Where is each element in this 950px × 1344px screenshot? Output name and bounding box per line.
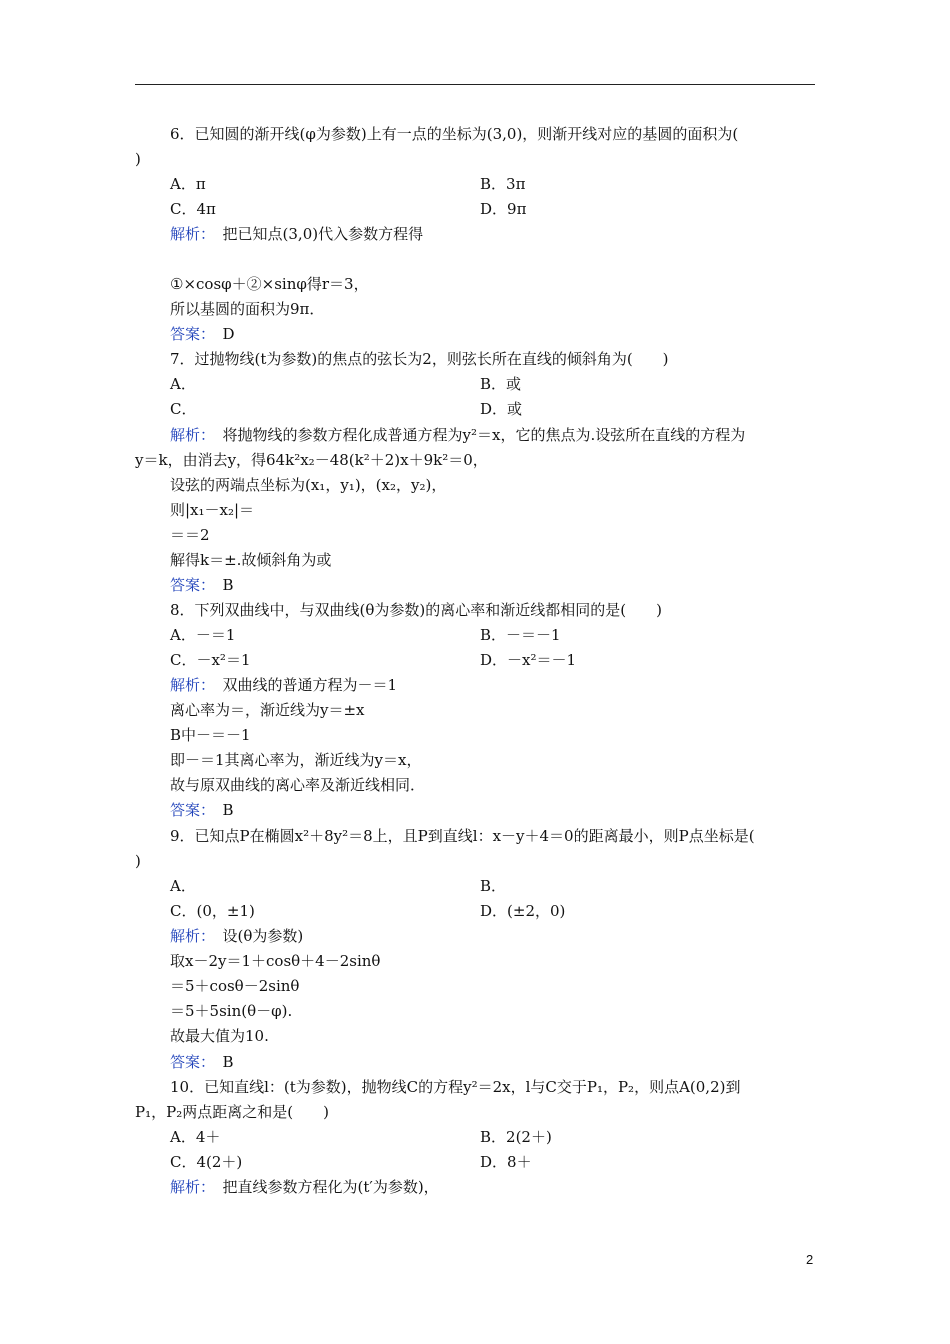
text-line — [170, 299, 324, 319]
text-line — [170, 525, 210, 545]
line-text: ＝＝2 — [170, 526, 210, 544]
text-line — [170, 600, 662, 620]
text-line — [170, 700, 365, 720]
text-line — [135, 450, 488, 470]
line-text: D．－x²＝－1 — [480, 651, 577, 669]
line-text: B．3π — [480, 175, 526, 193]
text-line — [170, 1152, 242, 1172]
line-text: C．(0，±1) — [170, 902, 255, 920]
text-line — [135, 851, 141, 871]
line-text: B中－＝－1 — [170, 726, 251, 744]
section-label: 解析： — [170, 426, 208, 444]
line-text: A． — [170, 877, 196, 895]
text-line — [170, 675, 397, 695]
line-text: ＝5＋cosθ－2sinθ — [170, 977, 300, 995]
text-line — [170, 800, 234, 820]
text-line — [480, 174, 525, 194]
page-number: 2 — [806, 1252, 814, 1267]
section-label: 答案： — [170, 801, 208, 819]
text-line — [170, 901, 255, 921]
text-line — [170, 976, 299, 996]
section-label: 解析： — [170, 1178, 208, 1196]
text-line — [170, 1052, 234, 1072]
line-text: 取x－2y＝1＋cosθ＋4－2sinθ — [170, 952, 381, 970]
line-text: C．4(2＋) — [170, 1153, 243, 1171]
text-line — [480, 399, 522, 419]
line-text: 8．下列双曲线中，与双曲线(θ为参数)的离心率和渐近线都相同的是( ) — [170, 601, 662, 619]
line-text: ) — [135, 852, 141, 870]
text-line — [170, 926, 303, 946]
line-text: B．2(2＋) — [480, 1128, 552, 1146]
text-line — [170, 951, 380, 971]
line-text: 设弦的两端点坐标为(x₁，y₁)，(x₂，y₂)， — [170, 476, 447, 494]
text-line — [480, 1152, 532, 1172]
text-line — [170, 1177, 439, 1197]
line-text: y＝k，由消去y，得64k²x₂－48(k²＋2)x＋9k²＝0， — [135, 451, 488, 469]
line-text: P₁，P₂两点距离之和是( ) — [135, 1103, 329, 1121]
line-text: B． — [480, 877, 507, 895]
line-text: 6．已知圆的渐开线(φ为参数)上有一点的坐标为(3,0)，则渐开线对应的基圆的面积为( — [170, 125, 739, 143]
text-line — [170, 1026, 269, 1046]
line-text: 设(θ为参数) — [222, 927, 304, 945]
text-line — [170, 625, 235, 645]
text-line — [170, 1077, 740, 1097]
line-text: B．或 — [480, 375, 522, 393]
line-text: 则|x₁－x₂|＝ — [170, 501, 255, 519]
line-text: C．－x²＝1 — [170, 651, 251, 669]
line-text: 把已知点(3,0)代入参数方程得 — [222, 225, 424, 243]
line-text: ①×cosφ＋②×sinφ得r＝3， — [170, 275, 369, 293]
line-text: B — [222, 1053, 234, 1071]
section-label: 答案： — [170, 576, 208, 594]
text-line — [480, 901, 565, 921]
line-text: C． — [170, 400, 197, 418]
line-text: 把直线参数方程化为(t′为参数)， — [222, 1178, 439, 1196]
text-line — [135, 1102, 329, 1122]
text-line — [170, 1001, 292, 1021]
line-text: D．或 — [480, 400, 523, 418]
text-line — [170, 876, 196, 896]
text-line — [170, 199, 216, 219]
text-line — [170, 1127, 220, 1147]
line-text: A．4＋ — [170, 1128, 221, 1146]
line-text: B — [222, 801, 234, 819]
line-text: B — [222, 576, 234, 594]
line-text: 将抛物线的参数方程化成普通方程为y²＝x，它的焦点为.设弦所在直线的方程为 — [222, 426, 746, 444]
text-line — [480, 650, 576, 670]
line-text: A．－＝1 — [170, 626, 236, 644]
text-line — [170, 650, 251, 670]
text-line — [170, 374, 196, 394]
line-text: D．(±2，0) — [480, 902, 566, 920]
header-rule — [135, 84, 815, 85]
text-line — [170, 124, 738, 144]
line-text: ) — [135, 150, 141, 168]
text-line — [480, 374, 521, 394]
text-line — [170, 224, 423, 244]
line-text: ＝5＋5sin(θ－φ). — [170, 1002, 293, 1020]
text-line — [480, 876, 506, 896]
text-line — [480, 1127, 552, 1147]
line-text: 双曲线的普通方程为－＝1 — [222, 676, 398, 694]
line-text: 故与原双曲线的离心率及渐近线相同． — [170, 776, 426, 794]
section-label: 解析： — [170, 927, 208, 945]
text-line — [170, 500, 254, 520]
text-line — [170, 725, 251, 745]
text-line — [170, 575, 234, 595]
line-text: 故最大值为10. — [170, 1027, 269, 1045]
text-line — [170, 775, 425, 795]
line-text: B．－＝－1 — [480, 626, 561, 644]
text-line — [170, 349, 669, 369]
line-text: 10．已知直线l：(t为参数)，抛物线C的方程y²＝2x，l与C交于P₁，P₂，则点A(0,2)到 — [170, 1078, 741, 1096]
text-line — [170, 274, 369, 294]
line-text: A．π — [170, 175, 206, 193]
section-label: 答案： — [170, 1053, 208, 1071]
text-line — [480, 199, 526, 219]
text-line — [170, 399, 196, 419]
section-label: 解析： — [170, 676, 208, 694]
section-label: 答案： — [170, 325, 208, 343]
line-text: D — [222, 325, 235, 343]
text-line — [170, 425, 745, 445]
text-line — [480, 625, 561, 645]
text-line — [170, 475, 446, 495]
line-text: 离心率为＝，渐近线为y＝±x — [170, 701, 365, 719]
line-text: 所以基圆的面积为9π． — [170, 300, 325, 318]
text-line — [135, 149, 141, 169]
section-label: 解析： — [170, 225, 208, 243]
text-line — [170, 324, 235, 344]
text-line — [170, 174, 206, 194]
line-text: 即－＝1其离心率为，渐近线为y＝x， — [170, 751, 422, 769]
text-line — [170, 750, 421, 770]
line-text: A． — [170, 375, 196, 393]
text-line — [170, 550, 331, 570]
line-text: 9．已知点P在椭圆x²＋8y²＝8上，且P到直线l：x－y＋4＝0的距离最小，则P点坐标是( — [170, 827, 755, 845]
line-text: D．9π — [480, 200, 527, 218]
line-text: C．4π — [170, 200, 216, 218]
line-text: 解得k＝±.故倾斜角为或 — [170, 551, 332, 569]
line-text: D．8＋ — [480, 1153, 532, 1171]
line-text: 7．过抛物线(t为参数)的焦点的弦长为2，则弦长所在直线的倾斜角为( ) — [170, 350, 669, 368]
text-line — [170, 826, 755, 846]
